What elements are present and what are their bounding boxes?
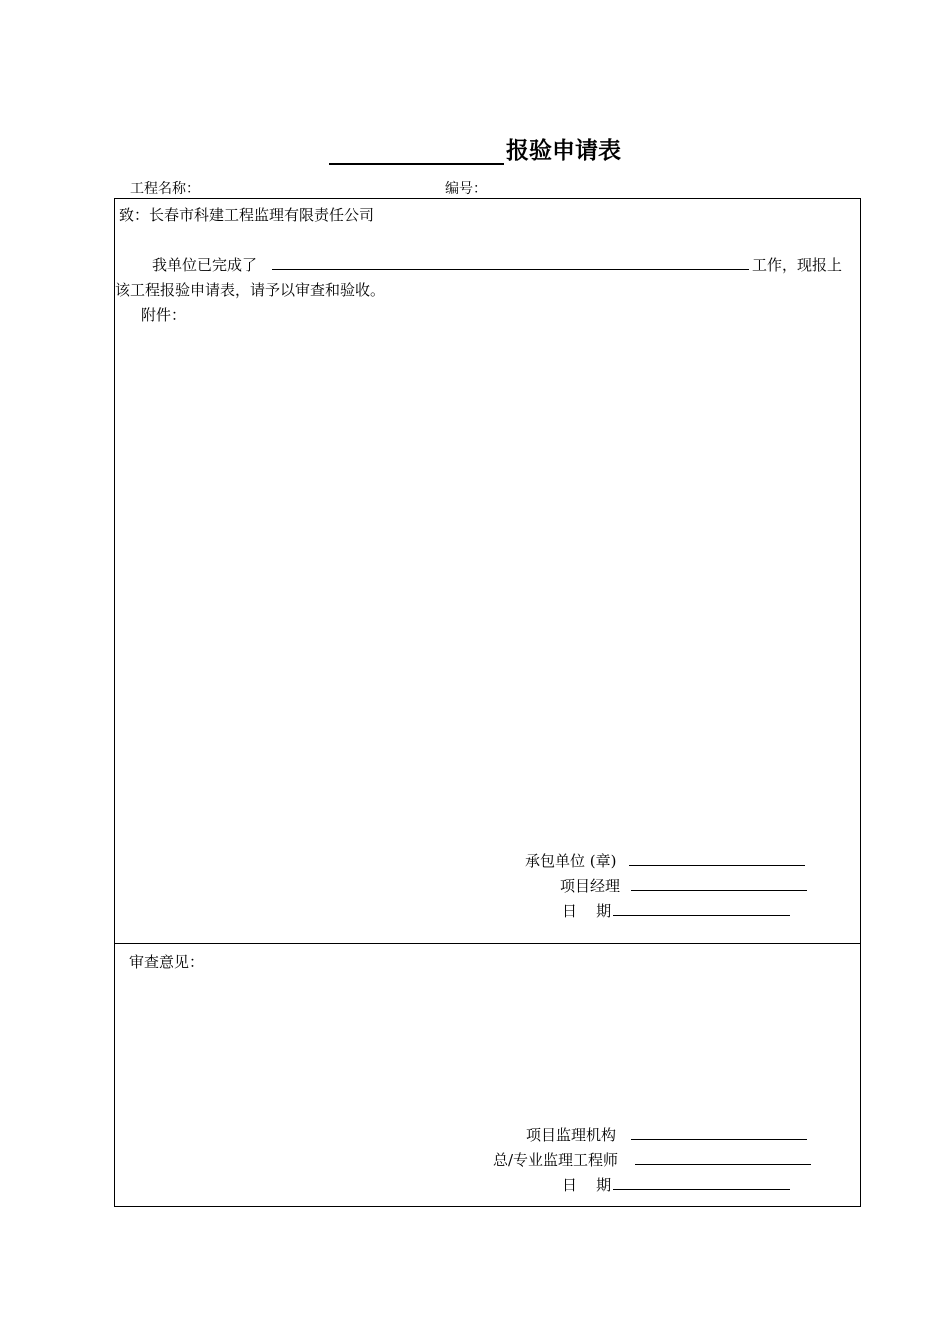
attachment-label: 附件： [141, 306, 187, 324]
review-label: 审查意见： [129, 953, 205, 971]
date-label-2: 日 期 [562, 1176, 612, 1194]
date-label-1: 日 期 [562, 902, 612, 920]
engineer-field[interactable] [635, 1150, 811, 1165]
form-title-text: 报验申请表 [506, 137, 621, 164]
number-label: 编号： [445, 181, 487, 197]
contractor-label: 承包单位 (章) [525, 852, 617, 870]
supervision-org-field[interactable] [631, 1125, 807, 1140]
body-line2: 该工程报验申请表，请予以审查和验收。 [115, 281, 386, 299]
form-title [0, 132, 950, 165]
section-divider [114, 943, 861, 944]
body-prefix: 我单位已完成了 [152, 256, 258, 274]
supervision-org-label: 项目监理机构 [526, 1126, 617, 1144]
addressee: 致：长春市科建工程监理有限责任公司 [119, 206, 375, 224]
manager-label: 项目经理 [560, 877, 621, 895]
date-field-1[interactable] [613, 901, 790, 916]
project-name-label: 工程名称： [130, 181, 200, 197]
title-blank-line[interactable] [329, 139, 504, 165]
date-field-2[interactable] [613, 1175, 790, 1190]
completed-work-field[interactable] [272, 254, 749, 270]
contractor-field[interactable] [629, 851, 805, 866]
manager-field[interactable] [631, 876, 807, 891]
form-table [114, 198, 861, 1207]
body-suffix: 工作，现报上 [752, 256, 843, 274]
engineer-label: 总/专业监理工程师 [493, 1151, 619, 1169]
